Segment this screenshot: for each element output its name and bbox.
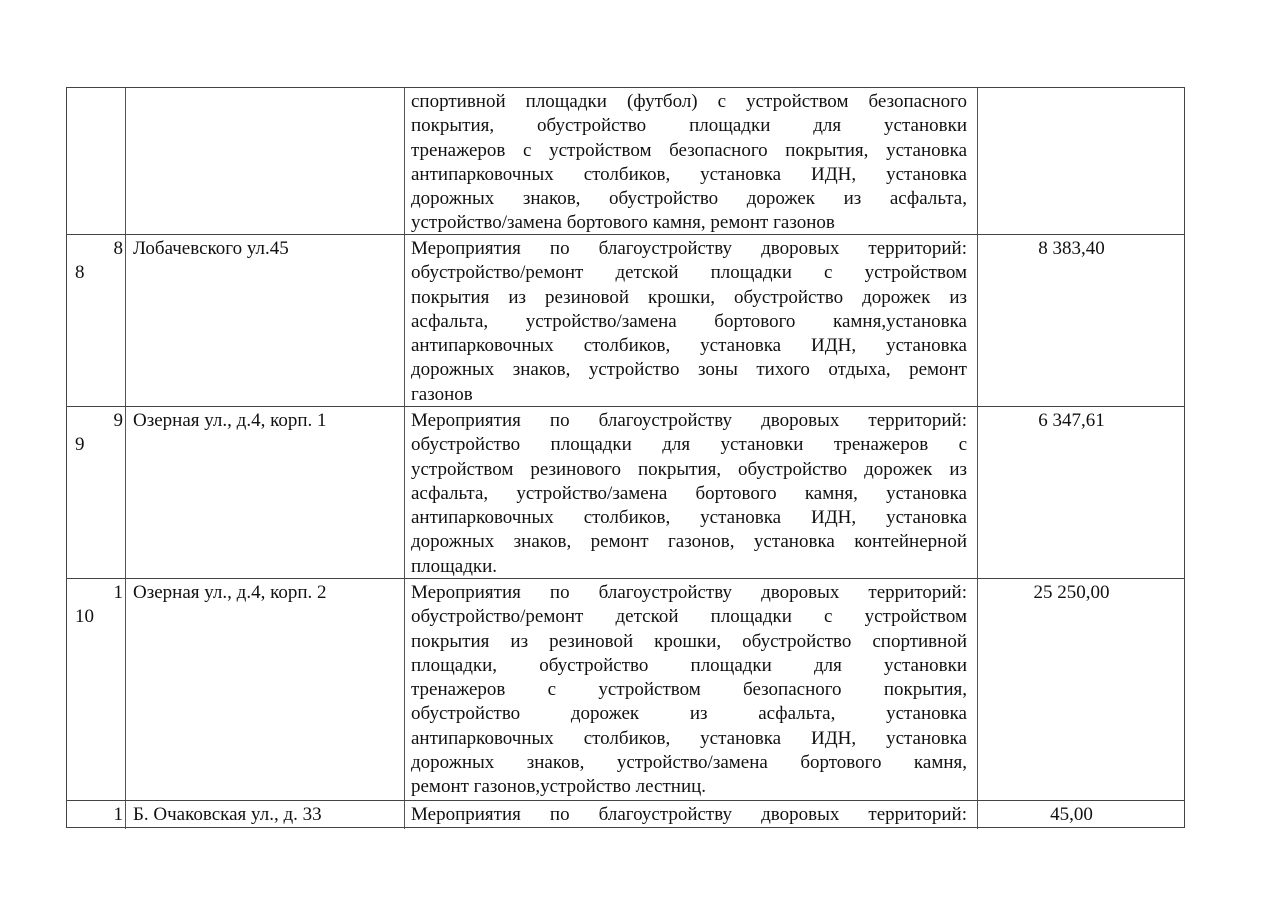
address-cell xyxy=(126,88,404,234)
column-divider xyxy=(404,801,405,829)
description-line: обустройство площадки для установки тренажеров с xyxy=(411,434,967,456)
description-line: площадки. xyxy=(411,555,498,577)
table-row xyxy=(67,406,1184,578)
row-number-fragment: 9 xyxy=(113,410,123,431)
description-line: антипарковочных столбиков, установка ИДН, установка xyxy=(411,163,967,185)
row-number-fragment: 8 xyxy=(113,238,123,259)
description-cell xyxy=(411,801,967,829)
row-number-fragment: 1 xyxy=(113,804,123,825)
amount-cell: 45,00 xyxy=(1050,804,1093,825)
description-line: дорожных знаков, устройство зоны тихого отдыха, ремонт xyxy=(411,359,967,381)
column-divider xyxy=(404,579,405,800)
table-row xyxy=(67,88,1184,234)
address-cell: Озерная ул., д.4, корп. 1 xyxy=(133,410,327,431)
description-line: антипарковочных столбиков, установка ИДН, установка xyxy=(411,335,967,357)
description-line: Мероприятия по благоустройству дворовых территорий: xyxy=(411,804,967,825)
description-line: обустройство/ремонт детской площадки с устройством xyxy=(411,262,967,284)
description-line: Мероприятия по благоустройству дворовых территорий: xyxy=(411,582,967,603)
address-cell: Лобачевского ул.45 xyxy=(133,238,289,259)
address-cell: Б. Очаковская ул., д. 33 xyxy=(133,804,322,825)
table-row xyxy=(67,234,1184,406)
row-number: 8 xyxy=(75,262,85,283)
description-line: тренажеров с устройством безопасного покрытия, установка xyxy=(411,139,967,161)
description-line: площадки, обустройство площадки для установки xyxy=(411,654,967,676)
row-number: 10 xyxy=(75,606,94,627)
description-line: антипарковочных столбиков, установка ИДН, установка xyxy=(411,507,967,529)
column-divider xyxy=(404,88,405,234)
description-cell xyxy=(411,579,967,800)
amount-cell: 6 347,61 xyxy=(1038,410,1105,431)
description-line: дорожных знаков, обустройство дорожек из асфальта, xyxy=(411,188,967,210)
description-cell xyxy=(411,235,967,406)
description-line: антипарковочных столбиков, установка ИДН, установка xyxy=(411,727,967,749)
amount-cell: 8 383,40 xyxy=(1038,238,1105,259)
description-line: покрытия из резиновой крошки, обустройство спортивной xyxy=(411,630,967,652)
description-line: обустройство дорожек из асфальта, установка xyxy=(411,703,967,725)
column-divider xyxy=(404,235,405,406)
works-table xyxy=(66,87,1185,828)
amount-cell xyxy=(977,88,1166,234)
description-line: обустройство/ремонт детской площадки с устройством xyxy=(411,606,967,628)
number-cell xyxy=(67,801,125,829)
description-line: устройством резинового покрытия, обустройство дорожек из xyxy=(411,458,967,480)
row-number-fragment: 1 xyxy=(113,582,123,603)
description-line: асфальта, устройство/замена бортового камня, установка xyxy=(411,482,967,504)
number-cell xyxy=(67,407,125,578)
description-line: спортивной площадки (футбол) с устройством безопасного xyxy=(411,91,967,112)
description-line: тренажеров с устройством безопасного покрытия, xyxy=(411,679,967,701)
column-divider xyxy=(404,407,405,578)
description-line: ремонт газонов,устройство лестниц. xyxy=(411,776,707,798)
description-line: Мероприятия по благоустройству дворовых территорий: xyxy=(411,238,967,259)
description-line: Мероприятия по благоустройству дворовых территорий: xyxy=(411,410,967,431)
description-line: дорожных знаков, устройство/замена бортового камня, xyxy=(411,752,967,774)
amount-cell: 25 250,00 xyxy=(1033,582,1110,603)
description-line: устройство/замена бортового камня, ремонт газонов xyxy=(411,212,835,234)
description-line: покрытия из резиновой крошки, обустройство дорожек из xyxy=(411,286,967,308)
description-cell xyxy=(411,407,967,578)
number-cell xyxy=(67,579,125,800)
address-cell: Озерная ул., д.4, корп. 2 xyxy=(133,582,327,603)
description-line: асфальта, устройство/замена бортового камня,установка xyxy=(411,310,967,332)
description-line: дорожных знаков, ремонт газонов, установка контейнерной xyxy=(411,531,967,553)
description-line: покрытия, обустройство площадки для установки xyxy=(411,115,967,137)
number-cell xyxy=(67,235,125,406)
description-cell xyxy=(411,88,967,234)
description-line: газонов xyxy=(411,383,473,405)
number-cell xyxy=(67,88,125,234)
row-number: 9 xyxy=(75,434,85,455)
table-row xyxy=(67,578,1184,800)
table-row xyxy=(67,800,1184,829)
